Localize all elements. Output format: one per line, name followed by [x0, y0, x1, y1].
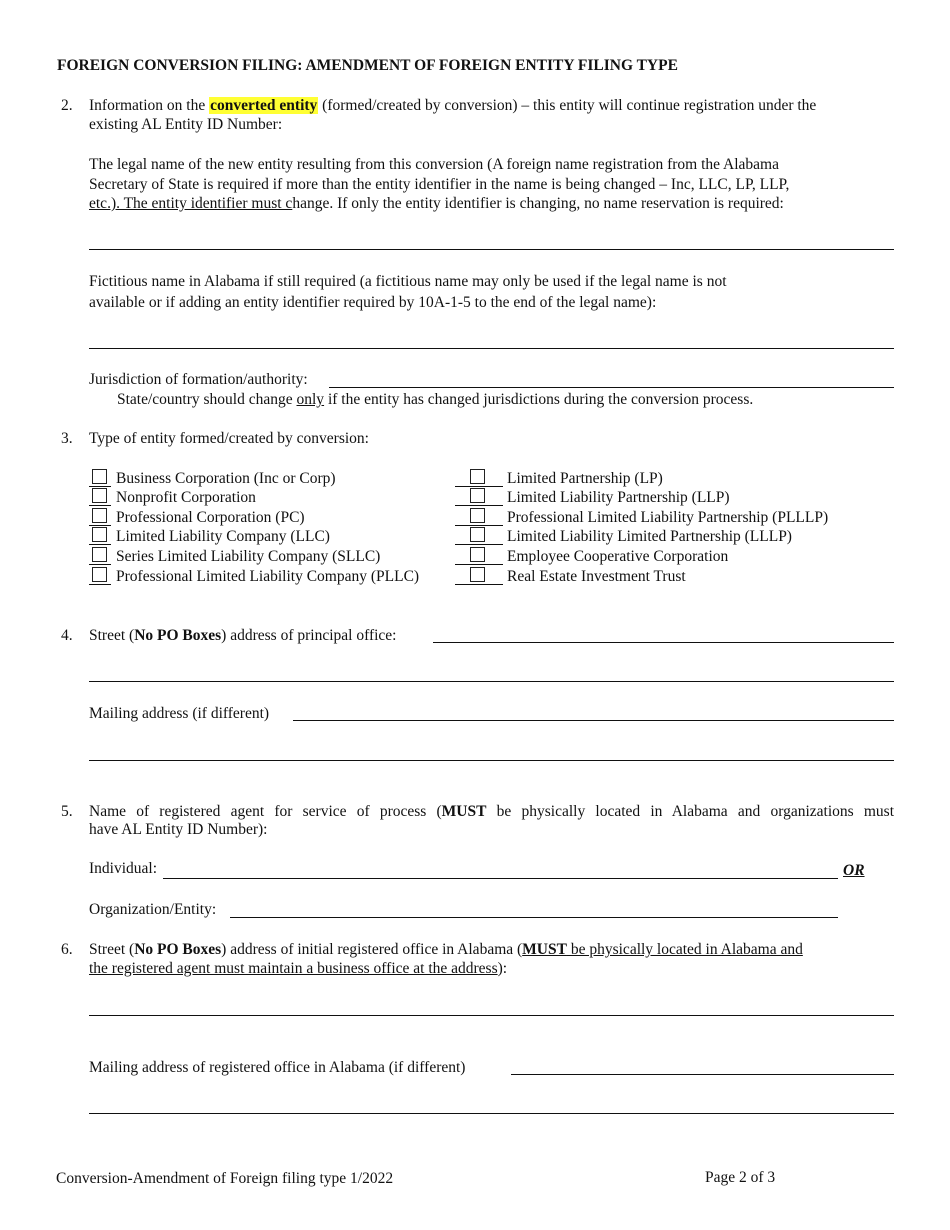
office-mailing-line-2 [89, 1113, 894, 1114]
office-mailing-input[interactable] [514, 1056, 892, 1074]
page-title: FOREIGN CONVERSION FILING: AMENDMENT OF FOREIGN ENTITY FILING TYPE [57, 57, 678, 74]
registered-office-text-2 [89, 960, 507, 978]
must-bold: MUST [441, 803, 487, 820]
option-pllc: Professional Limited Liability Company (PLLC) [116, 568, 420, 585]
checkbox-professional-corporation[interactable] [92, 508, 107, 523]
mailing-address-line [293, 720, 894, 721]
office-mailing-line [511, 1074, 894, 1075]
checkbox-nonprofit-corporation[interactable] [92, 488, 107, 503]
option-reit: Real Estate Investment Trust [507, 568, 686, 585]
section-6-number: 6. [61, 941, 73, 958]
section-2-intro [89, 97, 816, 115]
checkbox-underline [89, 564, 111, 565]
section-4-number: 4. [61, 627, 73, 644]
jurisdiction-note-rest: if the entity has changed jurisdictions during the conversion process. [324, 391, 754, 408]
registered-office-input[interactable] [91, 996, 891, 1014]
office-text-end: ): [497, 960, 508, 977]
section-2-number: 2. [61, 97, 73, 114]
checkbox-lp[interactable] [470, 469, 485, 484]
checkbox-underline [455, 486, 503, 487]
checkbox-llc[interactable] [92, 527, 107, 542]
checkbox-underline [89, 505, 111, 506]
checkbox-underline [455, 564, 503, 565]
office-mailing-input-2[interactable] [91, 1094, 891, 1112]
principal-office-input-2[interactable] [91, 663, 891, 681]
jurisdiction-label: Jurisdiction of formation/authority: [89, 371, 308, 388]
page-number: Page 2 of 3 [705, 1169, 776, 1186]
legal-name-text-3-rest: hange. If only the entity identifier is changing, no name reservation is required: [292, 195, 784, 212]
checkbox-underline [89, 525, 111, 526]
option-employee-cooperative: Employee Cooperative Corporation [507, 548, 729, 565]
checkbox-underline [89, 486, 111, 487]
checkbox-sllc[interactable] [92, 547, 107, 562]
section-2-intro-line2: existing AL Entity ID Number: [89, 116, 283, 133]
mailing-address-label: Mailing address (if different) [89, 705, 270, 722]
jurisdiction-note [117, 391, 753, 409]
mailing-address-input[interactable] [296, 702, 892, 720]
jurisdiction-input[interactable] [332, 369, 892, 387]
footer-form-name: Conversion-Amendment of Foreign filing type 1/2022 [56, 1170, 394, 1187]
checkbox-plllp[interactable] [470, 508, 485, 523]
checkbox-underline [455, 544, 503, 545]
option-lp: Limited Partnership (LP) [507, 470, 663, 487]
checkbox-reit[interactable] [470, 567, 485, 582]
option-nonprofit-corporation: Nonprofit Corporation [116, 489, 256, 506]
legal-name-line [89, 249, 894, 250]
organization-label: Organization/Entity: [89, 901, 217, 918]
jurisdiction-line [329, 387, 894, 388]
registered-office-line [89, 1015, 894, 1016]
no-po-boxes-2: No PO Boxes [134, 941, 222, 958]
only-underlined: only [296, 391, 325, 408]
legal-name-text-1: The legal name of the new entity resulting from this conversion (A foreign name registration from the Alabama [89, 156, 779, 173]
organization-line [230, 917, 838, 918]
street-text-rest: ) address of principal office: [221, 627, 397, 644]
registered-office-text [89, 941, 803, 959]
principal-office-line [433, 642, 894, 643]
office-text-mid: ) address of initial registered office in Alabama ( [221, 941, 523, 958]
checkbox-llp[interactable] [470, 488, 485, 503]
no-po-boxes: No PO Boxes [134, 627, 222, 644]
option-plllp: Professional Limited Liability Partnership (PLLLP) [507, 509, 829, 526]
street-text: Street ( [89, 627, 135, 644]
must-bold-2: MUST [522, 941, 567, 958]
option-professional-corporation: Professional Corporation (PC) [116, 509, 305, 526]
jurisdiction-note-text: State/country should change [117, 391, 297, 408]
intro-text: Information on the [89, 97, 210, 114]
principal-office-line-2 [89, 681, 894, 682]
option-llc: Limited Liability Company (LLC) [116, 528, 330, 545]
individual-line [163, 878, 838, 879]
or-label: OR [843, 862, 865, 879]
agent-text: Name of registered agent for service of process ( [89, 803, 442, 820]
business-office-underlined: the registered agent must maintain a business office at the address [89, 960, 498, 977]
legal-name-text-2: Secretary of State is required if more than the entity identifier in the name is being changed – Inc, LLC, LP, LLP, [89, 176, 790, 193]
mailing-address-input-2[interactable] [91, 742, 891, 760]
identifier-must-change: etc.). The entity identifier must c [89, 195, 293, 212]
registered-agent-text-2: have AL Entity ID Number): [89, 821, 268, 838]
fictitious-name-text-2: available or if adding an entity identifier required by 10A-1-5 to the end of the legal name): [89, 294, 657, 311]
individual-input[interactable] [166, 860, 836, 878]
checkbox-underline [455, 584, 503, 585]
fictitious-name-line [89, 348, 894, 349]
principal-office-input[interactable] [436, 624, 892, 642]
organization-input[interactable] [233, 899, 836, 917]
checkbox-underline [455, 505, 503, 506]
mailing-address-line-2 [89, 760, 894, 761]
converted-entity-highlight: converted entity [210, 97, 318, 114]
must-rest: be physically located in Alabama and [566, 941, 803, 958]
option-business-corporation: Business Corporation (Inc or Corp) [116, 470, 336, 487]
office-mailing-label: Mailing address of registered office in Alabama (if different) [89, 1059, 466, 1076]
checkbox-business-corporation[interactable] [92, 469, 107, 484]
entity-type-label: Type of entity formed/created by conversion: [89, 430, 369, 447]
registered-agent-text [89, 803, 894, 821]
checkbox-lllp[interactable] [470, 527, 485, 542]
individual-label: Individual: [89, 860, 158, 877]
section-3-number: 3. [61, 430, 73, 447]
option-lllp: Limited Liability Limited Partnership (LLLP) [507, 528, 792, 545]
fictitious-name-text-1: Fictitious name in Alabama if still required (a fictitious name may only be used if the legal name is not [89, 273, 727, 290]
legal-name-input[interactable] [91, 230, 891, 248]
option-sllc: Series Limited Liability Company (SLLC) [116, 548, 381, 565]
legal-name-text-3 [89, 195, 784, 213]
agent-text-rest: be physically located in Alabama and organizations must [486, 803, 894, 820]
option-llp: Limited Liability Partnership (LLP) [507, 489, 730, 506]
office-text: Street ( [89, 941, 135, 958]
principal-office-label [89, 627, 397, 645]
fictitious-name-input[interactable] [91, 329, 891, 347]
intro-text-rest: (formed/created by conversion) – this entity will continue registration under the [318, 97, 817, 114]
checkbox-employee-cooperative[interactable] [470, 547, 485, 562]
checkbox-underline [89, 584, 111, 585]
checkbox-underline [455, 525, 503, 526]
section-5-number: 5. [61, 803, 73, 820]
checkbox-underline [89, 544, 111, 545]
checkbox-pllc[interactable] [92, 567, 107, 582]
